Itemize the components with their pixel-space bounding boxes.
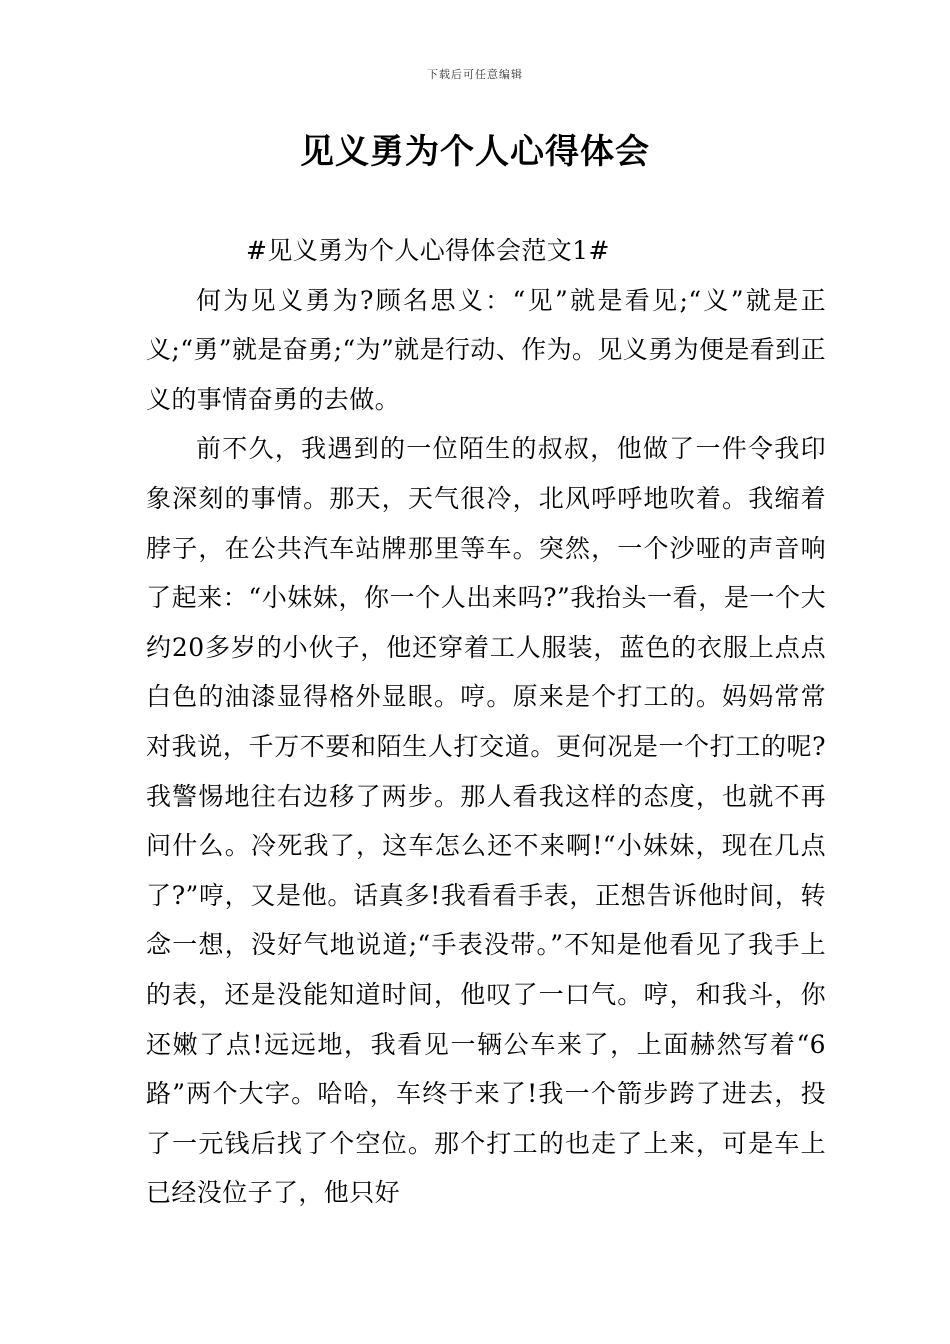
section-subtitle-text: #见义勇为个人心得体会范文1# — [246, 236, 610, 265]
paragraph-1: 何为见义勇为?顾名思义：“见”就是看见;“义”就是正义;“勇”就是奋勇;“为”就是行动、作为。见义勇为便是看到正义的事情奋勇的去做。 — [146, 285, 826, 414]
section-subtitle — [146, 226, 826, 276]
document-title: 见义勇为个人心得体会 — [300, 132, 650, 172]
header-note: 下载后可任意编辑 — [427, 68, 523, 81]
paragraph-2: 前不久，我遇到的一位陌生的叔叔，他做了一件令我印象深刻的事情。那天，天气很冷，北风呼呼地吹着。我缩着脖子，在公共汽车站牌那里等车。突然，一个沙哑的声音响了起来：“小妹妹，你一个人出来吗?”我抬头一看，是一个大约20多岁的小伙子，他还穿着工人服装，蓝色的衣服上点点白色的油漆显得格外显眼。哼。原来是个打工的。妈妈常常对我说，千万不要和陌生人打交道。更何况是一个打工的呢?我警惕地往右边移了两步。那人看我这样的态度，也就不再问什么。冷死我了，这车怎么还不来啊!“小妹妹，现在几点了?”哼，又是他。话真多!我看看手表，正想告诉他时间，转念一想，没好气地说道;“手表没带。”不知是他看见了我手上的表，还是没能知道时间，他叹了一口气。哼，和我斗，你还嫩了点!远远地，我看见一辆公车来了，上面赫然写着“6路”两个大字。哈哈，车终于来了!我一个箭步跨了进去，投了一元钱后找了个空位。那个打工的也走了上来，可是车上已经没位子了，他只好 — [146, 434, 826, 1208]
document-body — [146, 226, 826, 1218]
